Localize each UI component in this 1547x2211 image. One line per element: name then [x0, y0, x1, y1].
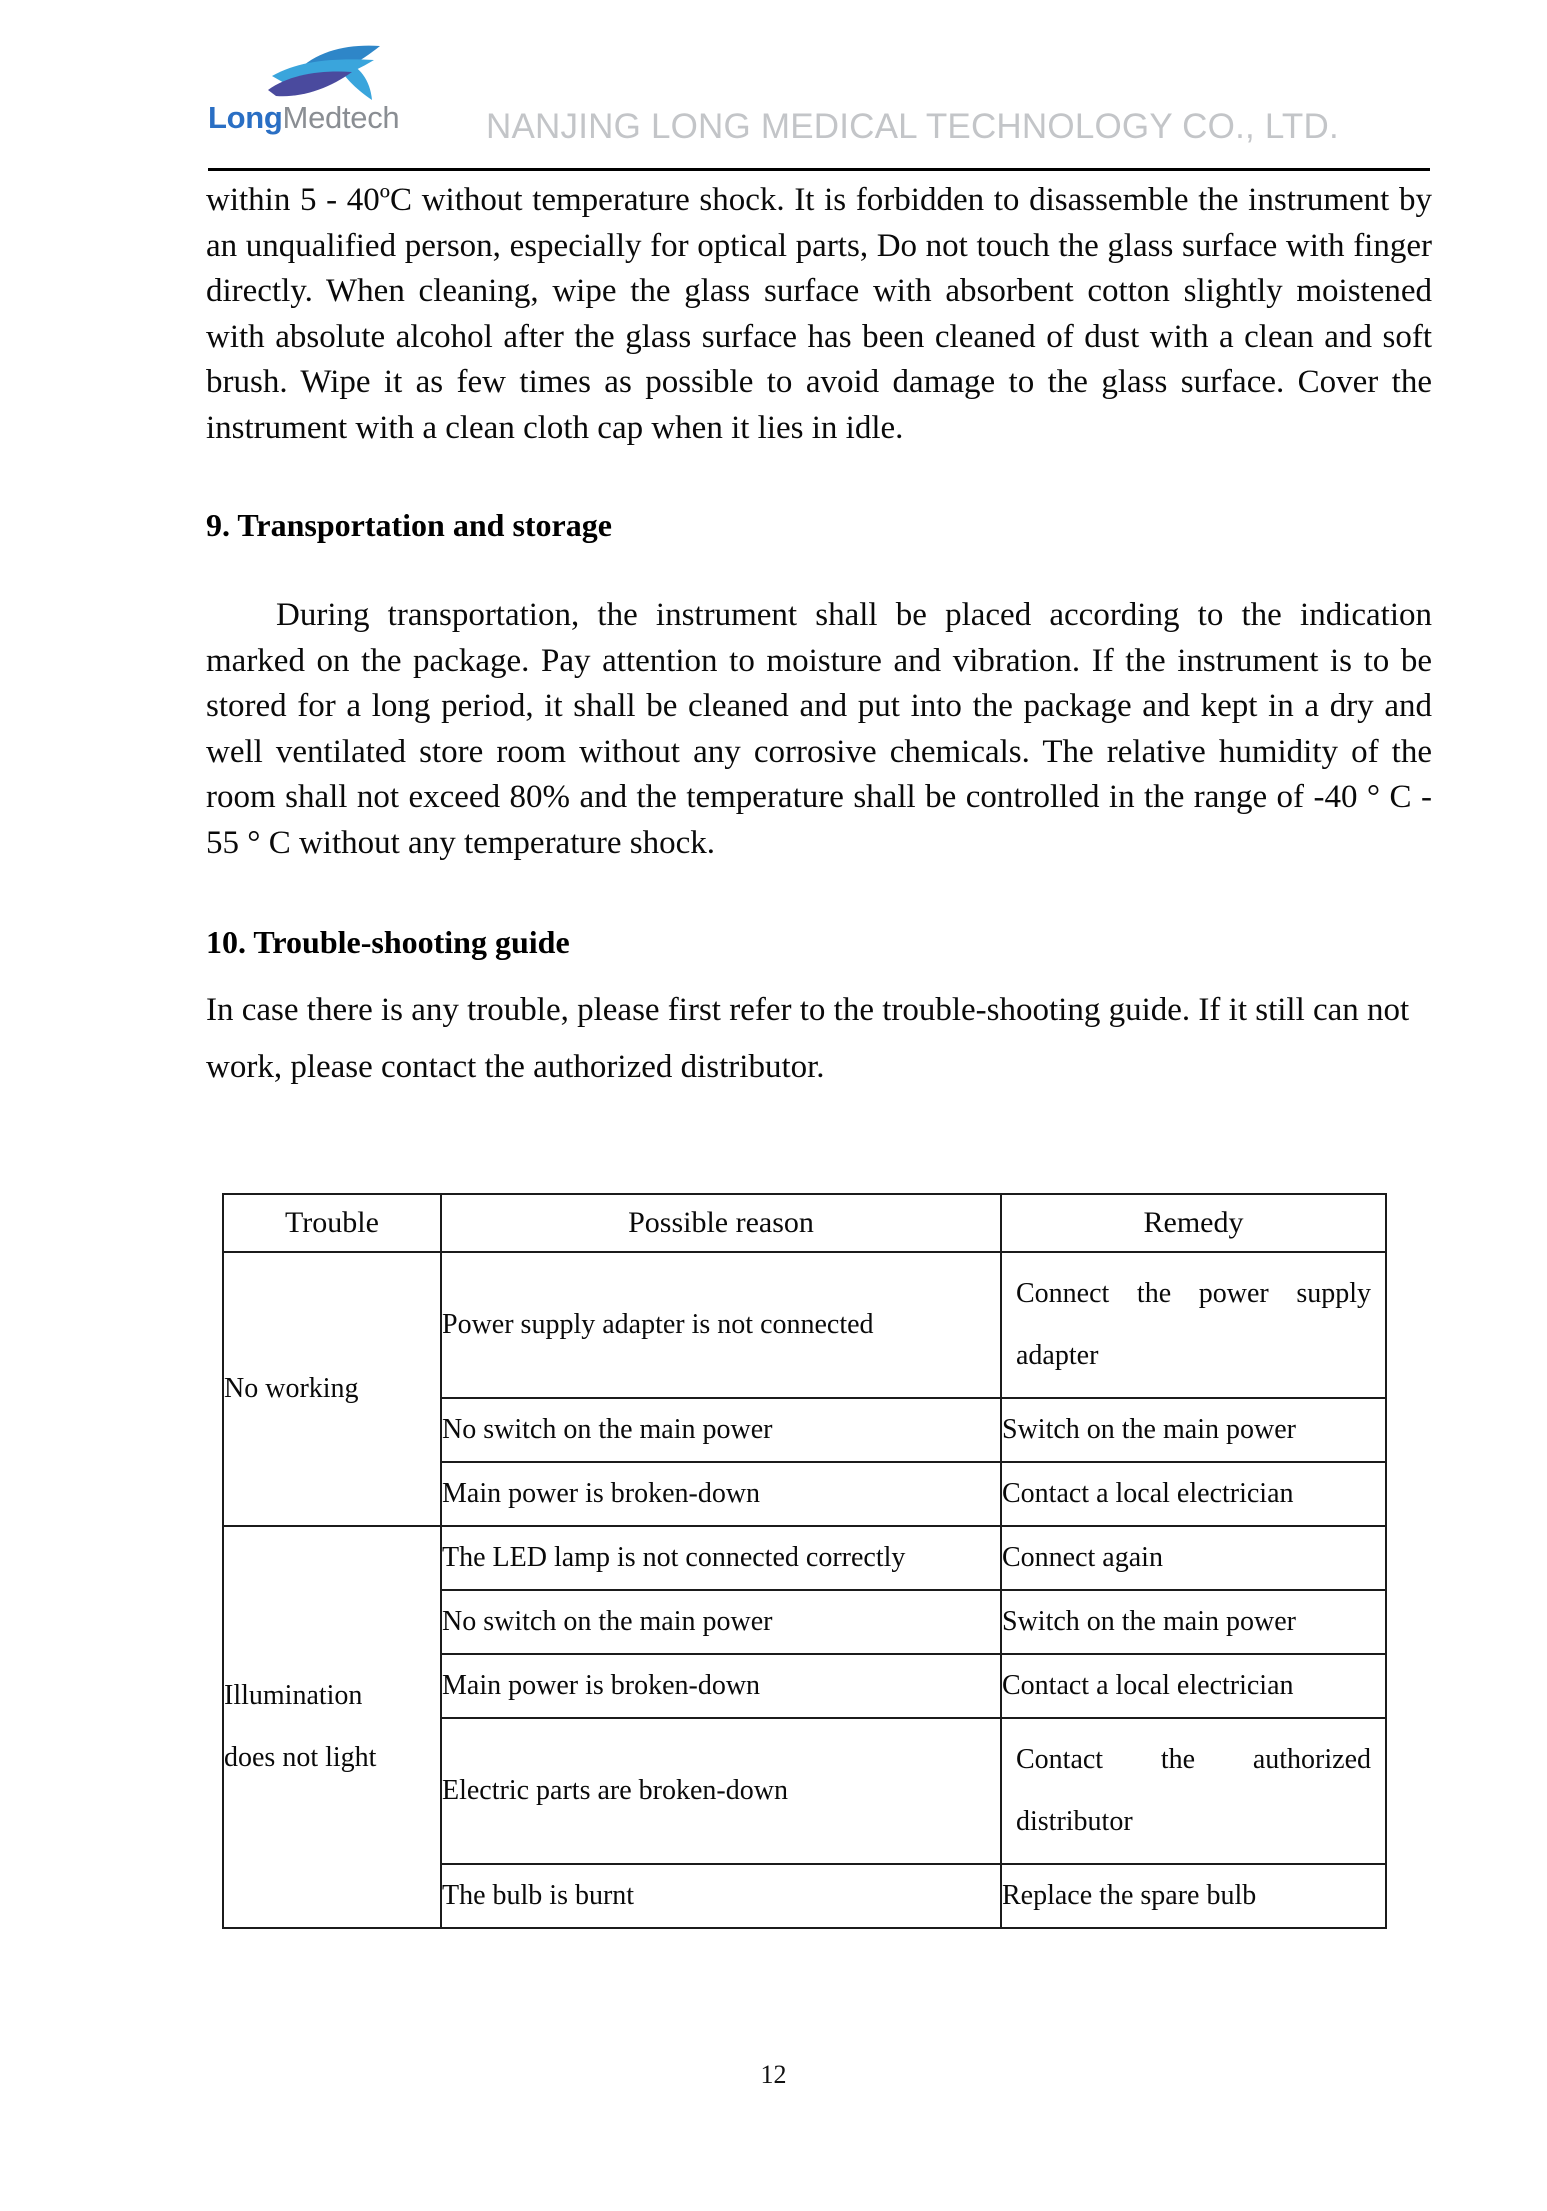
paragraph-transportation: During transportation, the instrument shall be placed according to the indication marked on the package. Pay attention to moisture and vibration. If the instrument is to be stored for a long period, it shall be cleaned and put into the package and kept in a dry and well ventilated store room without any corrosive chemicals. The relative humidity of the room shall not exceed 80% and the temperature shall be controlled in the range of -40 ° C - 55 ° C without any temperature shock. — [206, 597, 1432, 861]
spacer — [206, 451, 1432, 503]
cell-trouble-illumination-line1: Illumination — [224, 1680, 363, 1711]
company-logo — [208, 42, 458, 152]
document-body — [206, 178, 1432, 1096]
spacer — [206, 964, 1432, 982]
cell-reason: Main power is broken-down — [441, 1462, 1001, 1526]
column-header-possible-reason: Possible reason — [441, 1194, 1001, 1252]
cell-reason: The bulb is burnt — [441, 1864, 1001, 1928]
cell-trouble-illumination-line2: does not light — [224, 1742, 377, 1773]
paragraph-troubleshooting-intro: In case there is any trouble, please first refer to the trouble-shooting guide. If it still can not work, please contact the authorized distributor. — [206, 992, 1410, 1085]
cell-remedy: Contact a local electrician — [1001, 1462, 1386, 1526]
troubleshooting-table — [222, 1193, 1387, 1929]
troubleshooting-table-container — [222, 1193, 1385, 1929]
cell-remedy: Replace the spare bulb — [1001, 1864, 1386, 1928]
cell-reason: No switch on the main power — [441, 1590, 1001, 1654]
cell-reason: No switch on the main power — [441, 1398, 1001, 1462]
table-row — [223, 1526, 1386, 1590]
cell-reason: Electric parts are broken-down — [441, 1718, 1001, 1864]
cell-remedy: Connect the power supply adapter — [1001, 1252, 1386, 1398]
cell-reason: Main power is broken-down — [441, 1654, 1001, 1718]
cell-remedy: Contact a local electrician — [1001, 1654, 1386, 1718]
cell-trouble-illumination — [223, 1526, 441, 1928]
cell-remedy: Connect again — [1001, 1526, 1386, 1590]
cell-reason: The LED lamp is not connected correctly — [441, 1526, 1001, 1590]
company-name-heading: NANJING LONG MEDICAL TECHNOLOGY CO., LTD. — [486, 107, 1339, 146]
page-number: 12 — [760, 2060, 787, 2089]
cell-remedy: Contact the authorized distributor — [1001, 1718, 1386, 1864]
paragraph-maintenance-continued: within 5 - 40ºC without temperature shock. It is forbidden to disassemble the instrument by an unqualified person, especially for optical parts, Do not touch the glass surface with finger directly. When cleaning, wipe the glass surface with absorbent cotton slightly moistened with absolute alcohol after the glass surface has been cleaned of dust with a clean and soft brush. Wipe it as few times as possible to avoid damage to the glass surface. Cover the instrument with a clean cloth cap when it lies in idle. — [206, 182, 1432, 446]
logo-wordmark — [208, 100, 458, 136]
cell-remedy: Switch on the main power — [1001, 1590, 1386, 1654]
cell-reason: Power supply adapter is not connected — [441, 1252, 1001, 1398]
section-heading-troubleshooting: 10. Trouble-shooting guide — [206, 924, 570, 960]
spacer — [206, 547, 1432, 593]
spacer — [206, 866, 1432, 920]
table-row — [223, 1252, 1386, 1398]
cell-trouble-no-working: No working — [223, 1252, 441, 1526]
logo-word-medtech: Medtech — [282, 100, 400, 135]
leaf-swoosh-logo-icon — [256, 44, 396, 102]
table-header-row — [223, 1194, 1386, 1252]
logo-word-long: Long — [208, 100, 283, 135]
cell-remedy: Switch on the main power — [1001, 1398, 1386, 1462]
column-header-remedy: Remedy — [1001, 1194, 1386, 1252]
header-divider — [208, 168, 1430, 171]
column-header-trouble: Trouble — [223, 1194, 441, 1252]
page-header — [208, 42, 1430, 168]
section-heading-transportation: 9. Transportation and storage — [206, 507, 612, 543]
